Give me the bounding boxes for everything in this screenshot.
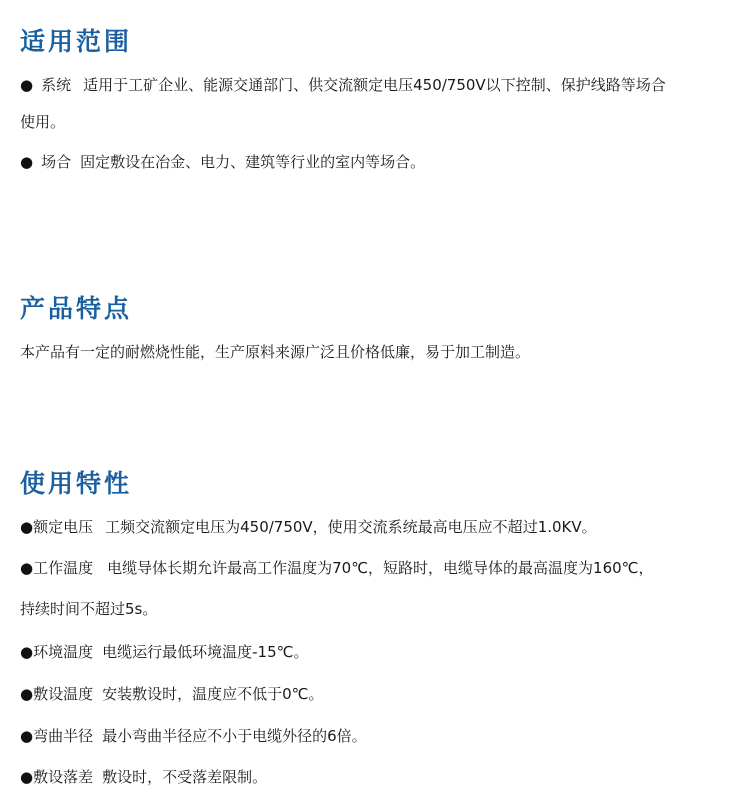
ambient-temp-label: 环境温度	[33, 643, 94, 661]
laying-temp-label: 敷设温度	[33, 685, 94, 703]
laying-drop-label: 敷设落差	[33, 768, 94, 786]
working-temp-text-continued: 持续时间不超过5s。	[20, 600, 158, 618]
features-text: 本产品有一定的耐燃烧性能，生产原料来源广泛且价格低廉，易于加工制造。	[20, 343, 531, 361]
occasion-text: 固定敷设在冶金、电力、建筑等行业的室内等场合。	[80, 153, 426, 171]
system-text-continued: 使用。	[20, 113, 66, 131]
bend-radius-line	[20, 729, 367, 744]
laying-temp-text: 安装敷设时，温度应不低于0℃。	[102, 685, 324, 703]
bullet-icon: ●	[20, 76, 34, 94]
occasion-label: 场合	[41, 153, 72, 171]
bullet-icon: ●	[20, 768, 34, 786]
scope-system-line	[20, 78, 666, 93]
scope-occasion-line	[20, 155, 425, 170]
bullet-icon: ●	[20, 153, 34, 171]
bullet-icon: ●	[20, 518, 34, 536]
scope-heading: 适用范围	[20, 27, 133, 56]
ambient-temp-text: 电缆运行最低环境温度-15℃。	[102, 643, 309, 661]
laying-drop-line	[20, 770, 267, 785]
working-temp-line-continued	[20, 602, 157, 617]
system-label: 系统	[41, 76, 72, 94]
scope-system-line-continued	[20, 115, 65, 130]
bend-radius-text: 最小弯曲半径应不小于电缆外径的6倍。	[102, 727, 367, 745]
ambient-temp-line	[20, 645, 308, 660]
working-temp-text: 电缆导体长期允许最高工作温度为70℃，短路时，电缆导体的最高温度为160℃，	[107, 559, 654, 577]
bullet-icon: ●	[20, 643, 34, 661]
bend-radius-label: 弯曲半径	[33, 727, 94, 745]
rated-voltage-line	[20, 520, 597, 535]
working-temp-line	[20, 561, 654, 576]
usage-heading: 使用特性	[20, 469, 133, 498]
bullet-icon: ●	[20, 685, 34, 703]
rated-voltage-label: 额定电压	[33, 518, 94, 536]
bullet-icon: ●	[20, 727, 34, 745]
bullet-icon: ●	[20, 559, 34, 577]
system-text: 适用于工矿企业、能源交通部门、供交流额定电压450/750V以下控制、保护线路等场合	[83, 76, 666, 94]
laying-temp-line	[20, 687, 324, 702]
working-temp-label: 工作温度	[33, 559, 94, 577]
laying-drop-text: 敷设时，不受落差限制。	[102, 768, 268, 786]
rated-voltage-text: 工频交流额定电压为450/750V，使用交流系统最高电压应不超过1.0KV。	[105, 518, 597, 536]
features-heading: 产品特点	[20, 294, 133, 323]
